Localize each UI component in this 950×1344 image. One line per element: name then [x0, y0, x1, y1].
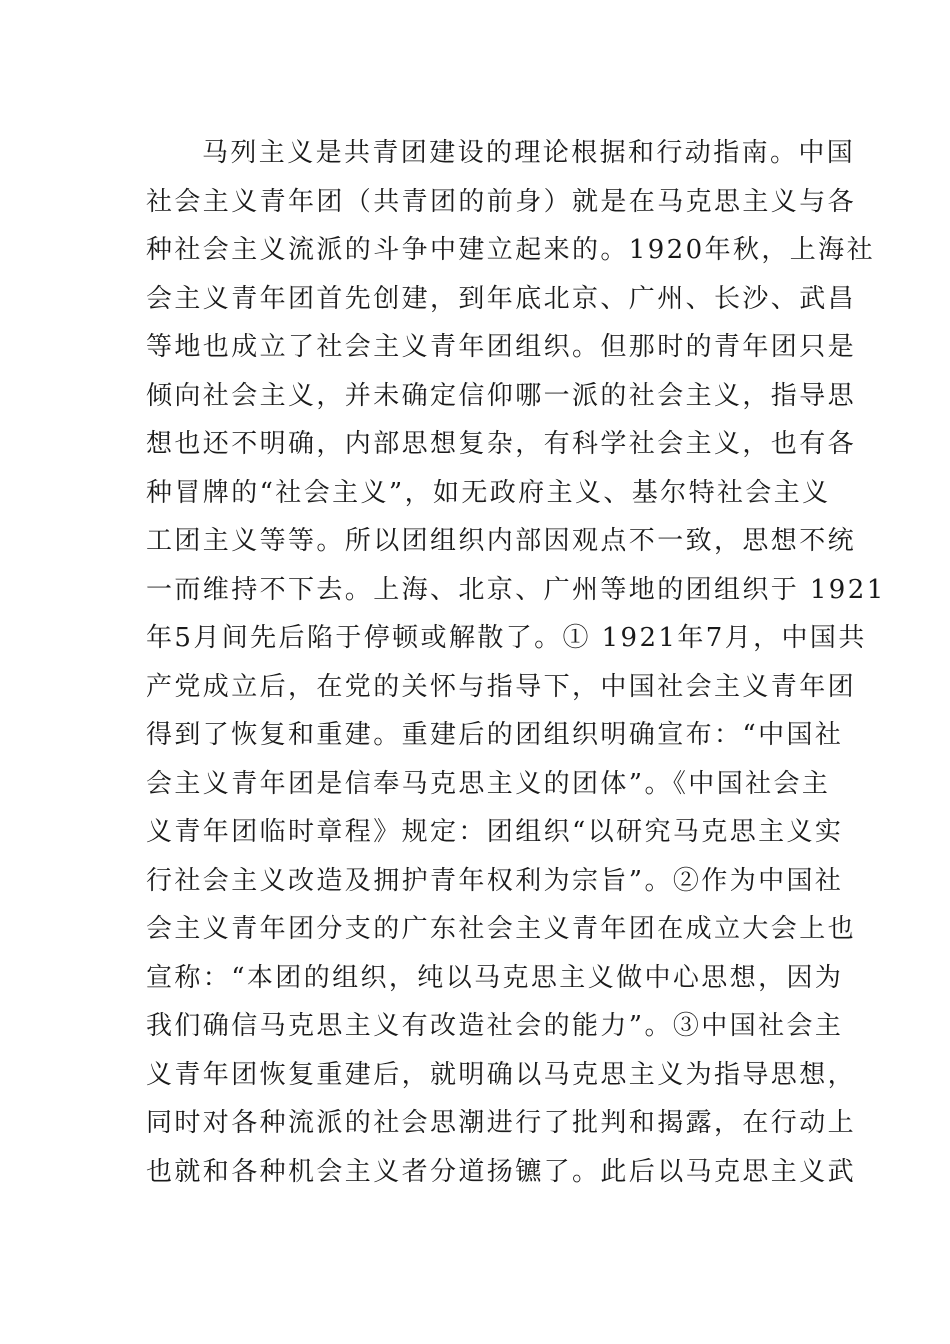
paragraph-line: 等地也成立了社会主义青年团组织。但那时的青年团只是: [146, 332, 857, 362]
paragraph-line: 一而维持不下去。上海、北京、广州等地的团组织于 1921: [146, 574, 886, 605]
paragraph-line: 会主义青年团首先创建，到年底北京、广州、长沙、武昌: [146, 283, 857, 314]
paragraph-line: 马列主义是共青团建设的理论根据和行动指南。中国: [202, 138, 856, 168]
paragraph-line: 会主义青年团分支的广东社会主义青年团在成立大会上也: [146, 914, 857, 944]
paragraph-line: 宣称：“本团的组织，纯以马克思主义做中心思想，因为: [146, 962, 844, 993]
paragraph-line: 种社会主义流派的斗争中建立起来的。1920年秋，上海社: [146, 235, 875, 265]
paragraph-line: 想也还不明确，内部思想复杂，有科学社会主义，也有各: [146, 429, 857, 459]
paragraph-line: 义青年团临时章程》规定：团组织“以研究马克思主义实: [146, 817, 844, 847]
paragraph-line: 义青年团恢复重建后，就明确以马克思主义为指导思想，: [146, 1059, 857, 1090]
paragraph-line: 也就和各种机会主义者分道扬镳了。此后以马克思主义武: [146, 1156, 857, 1187]
paragraph-line: 行社会主义改造及拥护青年权利为宗旨”。②作为中国社: [146, 865, 844, 896]
paragraph-line: 得到了恢复和重建。重建后的团组织明确宣布：“中国社: [146, 720, 844, 750]
paragraph-line: 会主义青年团是信奉马克思主义的团体”。《中国社会主: [146, 768, 831, 799]
paragraph-line: 倾向社会主义，并未确定信仰哪一派的社会主义，指导思: [146, 380, 857, 411]
paragraph-line: 社会主义青年团（共青团的前身）就是在马克思主义与各: [146, 186, 857, 217]
paragraph-line: 年5月间先后陷于停顿或解散了。① 1921年7月，中国共: [146, 623, 867, 653]
paragraph-line: 种冒牌的“社会主义”，如无政府主义、基尔特社会主义: [146, 477, 831, 508]
paragraph-line: 工团主义等等。所以团组织内部因观点不一致，思想不统: [146, 526, 857, 556]
paragraph-line: 我们确信马克思主义有改造社会的能力”。③中国社会主: [146, 1011, 844, 1041]
body-paragraph: [146, 129, 886, 1196]
paragraph-line: 产党成立后，在党的关怀与指导下，中国社会主义青年团: [146, 671, 857, 702]
paragraph-line: 同时对各种流派的社会思潮进行了批判和揭露，在行动上: [146, 1108, 857, 1138]
